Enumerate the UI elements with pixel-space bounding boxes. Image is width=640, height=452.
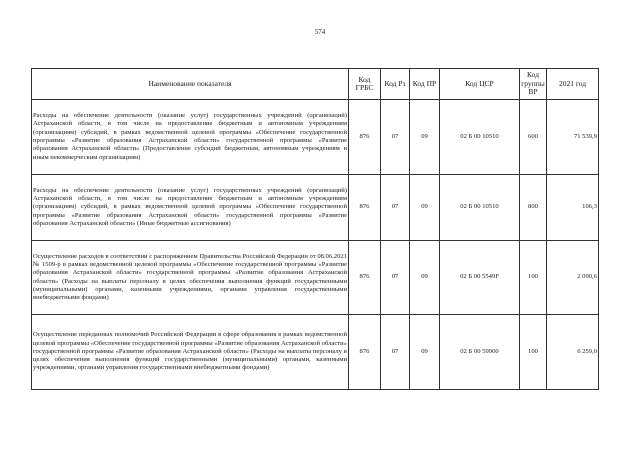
row-vr: 800: [520, 175, 547, 241]
row-vr: 600: [520, 100, 547, 175]
budget-table: [31, 68, 599, 390]
row-rz: 07: [381, 241, 410, 315]
row-rz: 07: [381, 175, 410, 241]
row-name: Осуществление расходов в соответствии с распоряжением Правительства Российской Федерации от 08.06.2021 № 1509-р в рамках ведомственной целевой программы «Обеспечение государственной программы «Развитие образования Астраханской области» государственной программы «Развитие образования Астраханской области» (Расходы на выплаты персоналу в целях обеспечения выполнения функций государственными (муниципальными) органами, казенными учреждениями, органами управления государственными внебюджетными фондами): [32, 241, 349, 315]
row-csr: 02 Б 00 5549F: [440, 241, 520, 315]
row-grbs: 876: [349, 315, 381, 390]
row-csr: 02 Б 00 10510: [440, 100, 520, 175]
row-pr: 09: [410, 315, 440, 390]
table-row: [32, 315, 599, 390]
row-amount: 106,3: [547, 175, 599, 241]
row-csr: 02 Б 00 59900: [440, 315, 520, 390]
page-number: 574: [314, 28, 326, 36]
row-rz: 07: [381, 315, 410, 390]
table-header-row: [32, 69, 599, 100]
row-name: Расходы на обеспечение деятельности (оказание услуг) государственных учреждений (организаций) Астраханской области, в том числе на предоставление бюджетным и автономным учреждениям (организациям) субсидий, в рамках ведомственной целевой программы «Обеспечение государственной программы «Развитие образования Астраханской области» государственной программы «Развитие образования Астраханской области» (Предоставление субсидий бюджетным, автономным учреждениям и иным некоммерческим организациям): [32, 100, 349, 175]
header-grbs: Код ГРБС: [349, 69, 381, 100]
header-rz: Код Рз: [381, 69, 410, 100]
row-name: Расходы на обеспечение деятельности (оказание услуг) государственных учреждений (организаций) Астраханской области, в том числе на предоставление бюджетным и автономным учреждениям (организациям) субсидий, в рамках ведомственной целевой программы «Обеспечение государственной программы «Развитие образования Астраханской области» государственной программы «Развитие образования Астраханской области» (Иные бюджетные ассигнования): [32, 175, 349, 241]
row-vr: 100: [520, 315, 547, 390]
row-rz: 07: [381, 100, 410, 175]
table-row: [32, 100, 599, 175]
row-amount: 6 259,0: [547, 315, 599, 390]
row-vr: 100: [520, 241, 547, 315]
row-amount: 71 539,9: [547, 100, 599, 175]
table-row: [32, 241, 599, 315]
row-grbs: 876: [349, 100, 381, 175]
header-csr: Код ЦСР: [440, 69, 520, 100]
row-pr: 09: [410, 100, 440, 175]
table-row: [32, 175, 599, 241]
row-name: Осуществление переданных полномочий Российской Федерации в сфере образования в рамках ведомственной целевой программы «Обеспечение государственной программы «Развитие образования Астраханской области» государственной программы «Развитие образования Астраханской области» (Расходы на выплаты персоналу в целях обеспечения выполнения функций государственными (муниципальными) органами, казенными учреждениями, органами управления государственными внебюджетными фондами): [32, 315, 349, 390]
header-year: 2021 год: [547, 69, 599, 100]
row-grbs: 876: [349, 241, 381, 315]
row-csr: 02 Б 00 10510: [440, 175, 520, 241]
row-pr: 09: [410, 175, 440, 241]
header-name: Наименование показателя: [32, 69, 349, 100]
row-grbs: 876: [349, 175, 381, 241]
header-vr: Код группы ВР: [520, 69, 547, 100]
row-pr: 09: [410, 241, 440, 315]
header-pr: Код ПР: [410, 69, 440, 100]
row-amount: 2 090,6: [547, 241, 599, 315]
